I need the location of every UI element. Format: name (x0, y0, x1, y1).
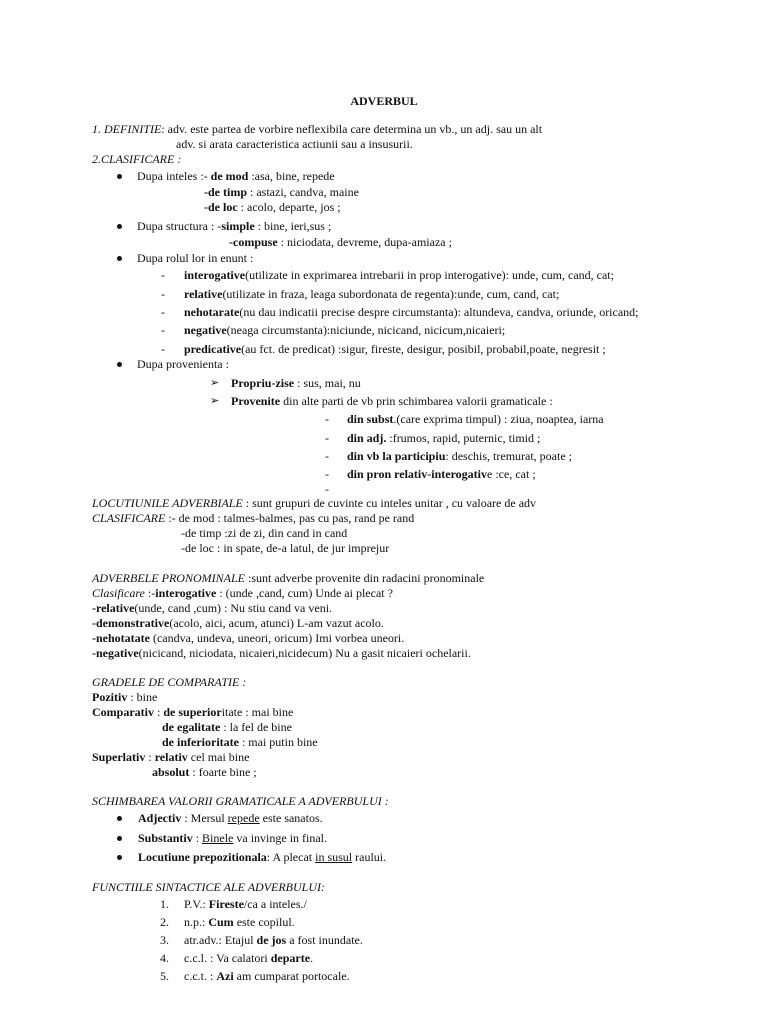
provenite-item (347, 467, 536, 481)
propriu-text: : sus, mai, nu (297, 376, 361, 390)
definition-label: 1. DEFINITIE (92, 122, 162, 136)
pronominale-item-text: : (unde ,cand, cum) Unde ai plecat ? (216, 586, 393, 600)
rol-item-bold: relative (184, 287, 223, 301)
inteles-label: Dupa inteles :- (137, 169, 208, 183)
loc-label: -de loc (204, 200, 238, 214)
provenienta-label: Dupa provenienta : (137, 357, 229, 371)
functii-pre: n.p.: (184, 915, 209, 929)
arrow-bullet-icon: ➢ (210, 376, 220, 389)
pronominale-bold: interogative (155, 586, 217, 600)
bullet-icon (117, 362, 122, 367)
compuse-label: -compuse (229, 235, 278, 249)
locutiuni-clasif-line (92, 511, 414, 525)
pronominale-item-text: (unde, cand ,cum) : Nu stiu cand va veni. (134, 601, 333, 615)
egalitate-label: de egalitate (162, 720, 221, 734)
pronominale-clasif-label: Clasificare (92, 586, 145, 600)
provenite-item (347, 412, 604, 426)
provenite-item-text: : deschis, tremurat, poate ; (445, 449, 573, 463)
simple-text: : bine, ieri,sus ; (257, 219, 332, 233)
list-number: 1. (160, 897, 169, 911)
rol-item (184, 287, 559, 301)
dash-marker: - (161, 268, 165, 282)
dash-marker: - (161, 287, 165, 301)
inteles-line-2 (204, 185, 359, 199)
schimbarea-item (138, 850, 386, 864)
schimbarea-pre: : (192, 831, 203, 845)
provenite-item-text: :frumos, rapid, puternic, timid ; (386, 431, 541, 445)
functii-item (184, 969, 350, 983)
bullet-icon (117, 836, 122, 841)
list-number: 3. (160, 933, 169, 947)
definition-line-1 (92, 122, 542, 136)
comparativ-line: Comparativ : de superioritate : mai bine (92, 705, 294, 719)
comparatie-heading: GRADELE DE COMPARATIE : (92, 675, 247, 689)
rol-item (184, 268, 614, 282)
provenite-item-text: .(care exprima timpul) : ziua, noaptea, iarna (393, 412, 604, 426)
functii-item (184, 915, 295, 929)
functii-heading: FUNCTIILE SINTACTICE ALE ADVERBULUI: (92, 880, 326, 894)
functii-bold: Azi (216, 969, 234, 983)
bullet-icon (117, 174, 122, 179)
locutiuni-clasif-label: CLASIFICARE (92, 511, 166, 525)
dash-marker: - (161, 323, 165, 337)
egalitate-line (162, 720, 292, 734)
functii-pre: c.c.l. : Va calatori (184, 951, 271, 965)
functii-pre: c.c.t. : (184, 969, 217, 983)
propriu-label: Propriu-zise (231, 376, 295, 390)
schimbarea-post: raului. (352, 850, 387, 864)
loc-text: : acolo, departe, jos ; (240, 200, 341, 214)
functii-bold: Cum (208, 915, 234, 929)
structura-label: Dupa structura : - (137, 219, 222, 233)
provenite-item-bold: din pron relativ-interogativ (347, 467, 488, 481)
dash-marker: - (161, 305, 165, 319)
absolut-line (152, 765, 257, 779)
locutiuni-timp: -de timp :zi de zi, din cand in cand (181, 526, 348, 540)
rol-item (184, 305, 639, 319)
schimbarea-bold: Adjectiv (138, 811, 182, 825)
provenite-label: Provenite (231, 394, 281, 408)
bullet-icon (117, 256, 122, 261)
schimbarea-pre: : Mersul (181, 811, 228, 825)
structura-line-2 (229, 235, 452, 249)
pronominale-item-text: (nicicand, niciodata, nicaieri,nicidecum) Nu a gasit nicaieri ochelarii. (138, 646, 471, 660)
rol-item-bold: predicative (184, 342, 242, 356)
functii-item (184, 897, 307, 911)
functii-bold: Fireste (208, 897, 244, 911)
mod-label: de mod (210, 169, 249, 183)
pronominale-prefix: :- (144, 586, 156, 600)
pronominale-text: :sunt adverbe provenite din radacini pronominale (244, 571, 485, 585)
dash-marker: - (325, 412, 329, 426)
pronominale-item-text: (candva, undeva, uneori, oricum) Imi vorbea uneori. (149, 631, 405, 645)
arrow-bullet-icon: ➢ (210, 394, 220, 407)
pronominale-item (92, 631, 404, 645)
pronominale-bold: -nehotatate (92, 631, 150, 645)
pronominale-bold: -demonstrative (92, 616, 170, 630)
schimbarea-item (138, 811, 323, 825)
provenite-item (347, 431, 540, 445)
rol-item-text: (utilizate in fraza, leaga subordonata de regenta):unde, cum, cand, cat; (222, 287, 560, 301)
schimbarea-heading: SCHIMBAREA VALORII GRAMATICALE A ADVERBULUI : (92, 794, 389, 808)
functii-bold: departe (270, 951, 311, 965)
pronominale-item (92, 616, 384, 630)
dash-marker: - (161, 342, 165, 356)
list-number: 4. (160, 951, 169, 965)
list-number: 5. (160, 969, 169, 983)
locutiuni-loc: -de loc : in spate, de-a latul, de jur imprejur (181, 541, 390, 555)
rol-item-text: (au fct. de predicat) :sigur, fireste, desigur, posibil, probabil,poate, negresit ; (241, 342, 606, 356)
superlativ-line: Superlativ : relativ cel mai bine (92, 750, 250, 764)
absolut-text: : foarte bine ; (189, 765, 257, 779)
functii-post: /ca a inteles./ (243, 897, 307, 911)
functii-item (184, 951, 313, 965)
comparativ-label: Comparativ (92, 705, 154, 719)
pronominale-bold: -relative (92, 601, 135, 615)
schimbarea-underlined: repede (227, 811, 260, 825)
locutiuni-mod: :- de mod : talmes-balmes, pas cu pas, rand pe rand (165, 511, 415, 525)
schimbarea-bold: Locutiune prepozitionala (138, 850, 267, 864)
pronominale-item (92, 601, 332, 615)
rol-item-text: (utilizate in exprimarea intrebarii in prop interogative): unde, cum, cand, cat; (245, 268, 614, 282)
propriu-line (231, 376, 361, 390)
rol-item-bold: nehotarate (184, 305, 240, 319)
mod-text: :asa, bine, repede (251, 169, 335, 183)
locutiuni-line (92, 496, 536, 510)
provenite-item-bold: din subst (347, 412, 394, 426)
bullet-icon (117, 816, 122, 821)
superior-label: de superior (163, 705, 222, 719)
simple-label: simple (221, 219, 255, 233)
superlativ-label: Superlativ (92, 750, 146, 764)
dash-marker: - (325, 431, 329, 445)
timp-label: -de timp (204, 185, 247, 199)
functii-pre: P.V.: (184, 897, 209, 911)
definition-line-2: adv. si arata caracteristica actiunii sau a insusurii. (176, 137, 413, 151)
pozitiv-text: : bine (127, 690, 158, 704)
provenite-item-text: e :ce, cat ; (487, 467, 536, 481)
pronominale-item (92, 646, 471, 660)
pozitiv-label: Pozitiv (92, 690, 128, 704)
schimbarea-post: va invinge in final. (233, 831, 328, 845)
functii-item (184, 933, 363, 947)
dash-marker: - (325, 467, 329, 481)
structura-line-1 (137, 219, 331, 233)
rol-item-bold: interogative (184, 268, 246, 282)
provenite-text: din alte parti de vb prin schimbarea valorii gramaticale : (280, 394, 553, 408)
relativ-label: relativ (154, 750, 188, 764)
inteles-line-1 (137, 169, 335, 183)
pozitiv-line (92, 690, 157, 704)
pronominale-item-text: (acolo, aici, acum, atunci) L-am vazut acolo. (169, 616, 384, 630)
timp-text: : astazi, candva, maine (250, 185, 359, 199)
rol-item (184, 323, 505, 337)
page-title: ADVERBUL (350, 94, 418, 108)
inferioritate-text: : mai putin bine (238, 735, 318, 749)
rol-item-text: (neaga circumstanta):niciunde, nicicand, nicicum,nicaieri; (226, 323, 506, 337)
schimbarea-underlined: in susul (315, 850, 353, 864)
inferioritate-line (162, 735, 318, 749)
provenite-line (231, 394, 553, 408)
schimbarea-bold: Substantiv (138, 831, 193, 845)
rol-label: Dupa rolul lor in enunt : (137, 251, 254, 265)
compuse-text: : niciodata, devreme, dupa-amiaza ; (280, 235, 452, 249)
definition-text-1: : adv. este partea de vorbire neflexibila care determina un vb., un adj. sau un alt (161, 122, 543, 136)
functii-post: . (310, 951, 314, 965)
provenite-item-bold: din vb la participiu (347, 449, 446, 463)
provenite-item (347, 449, 572, 463)
bullet-icon (117, 224, 122, 229)
inferioritate-label: de inferioritate (162, 735, 239, 749)
relativ-text: cel mai bine (187, 750, 250, 764)
dash-marker: - (325, 482, 329, 496)
schimbarea-item (138, 831, 327, 845)
locutiuni-heading: LOCUTIUNILE ADVERBIALE (92, 496, 243, 510)
egalitate-text: : la fel de bine (220, 720, 292, 734)
pronominale-heading: ADVERBELE PRONOMINALE (92, 571, 245, 585)
functii-post: am cumparat portocale. (233, 969, 350, 983)
pronominale-line (92, 571, 484, 585)
functii-post: a fost inundate. (286, 933, 363, 947)
rol-item-bold: negative (184, 323, 227, 337)
provenite-item-bold: din adj. (347, 431, 387, 445)
rol-item (184, 342, 606, 356)
schimbarea-pre: : A plecat (266, 850, 316, 864)
bullet-icon (117, 855, 122, 860)
functii-pre: atr.adv.: Etajul (184, 933, 257, 947)
pronominale-bold: -negative (92, 646, 139, 660)
schimbarea-post: este sanatos. (259, 811, 323, 825)
functii-post: este copilul. (233, 915, 295, 929)
rol-item-text: (nu dau indicatii precise despre circumstanta): altundeva, candva, oriunde, oricand; (239, 305, 639, 319)
dash-marker: - (325, 449, 329, 463)
clasificare-heading: 2.CLASIFICARE : (92, 152, 182, 166)
pronominale-item (92, 586, 393, 600)
locutiuni-text: : sunt grupuri de cuvinte cu inteles unitar , cu valoare de adv (242, 496, 537, 510)
inteles-line-3 (204, 200, 341, 214)
superior-text: itate : mai bine (221, 705, 294, 719)
schimbarea-underlined: Binele (202, 831, 234, 845)
list-number: 2. (160, 915, 169, 929)
absolut-label: absolut (152, 765, 190, 779)
functii-bold: de jos (256, 933, 287, 947)
